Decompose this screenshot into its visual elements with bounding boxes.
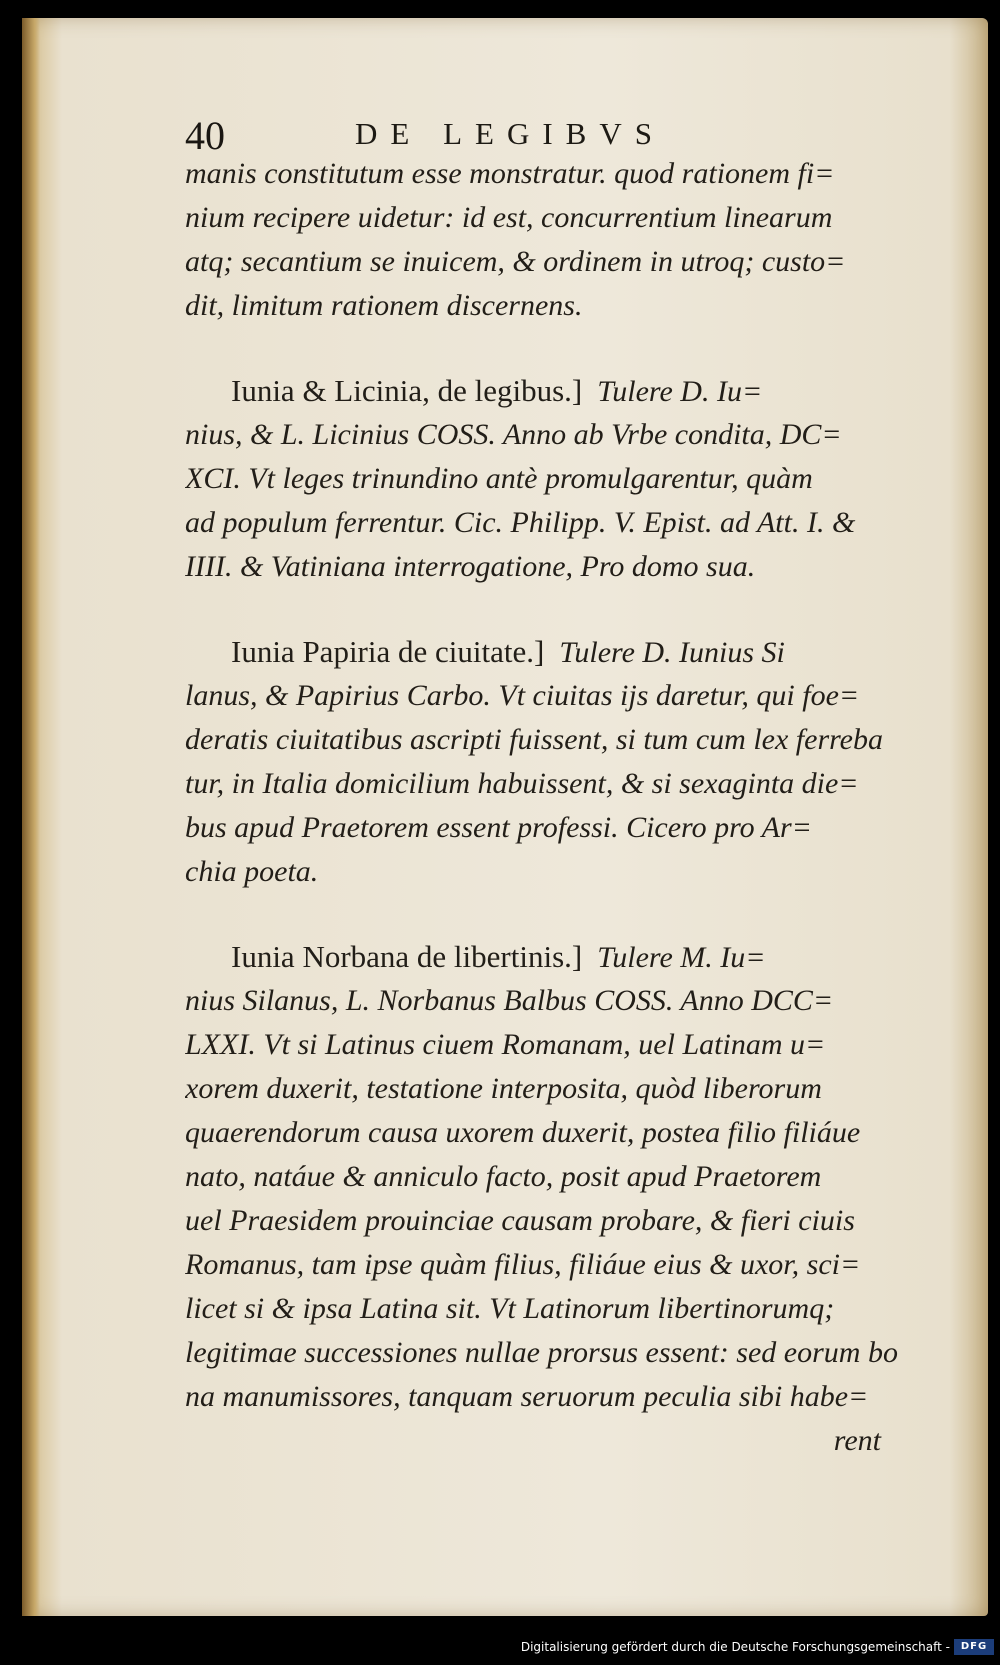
- entry-first-line-text: Tulere D. Iunius Si: [559, 636, 785, 669]
- entry-heading: Iunia & Licinia, de legibus.]: [231, 373, 583, 408]
- text-line: quaerendorum causa uxorem duxerit, postea filio filiáue: [185, 1116, 861, 1149]
- text-block: [185, 152, 915, 1463]
- catchword: rent: [833, 1424, 881, 1457]
- entry-first-line-text: Tulere M. Iu=: [597, 941, 766, 974]
- text-line: XCI. Vt leges trinundino antè promulgarentur, quàm: [185, 462, 813, 495]
- text-line: Romanus, tam ipse quàm filius, filiáue eius & uxor, sci=: [185, 1248, 861, 1281]
- paragraph-gap: [185, 894, 915, 935]
- entry-heading: Iunia Papiria de ciuitate.]: [231, 634, 545, 669]
- text-line: nius, & L. Licinius COSS. Anno ab Vrbe condita, DC=: [185, 418, 842, 451]
- entry-first-line: [185, 369, 915, 413]
- page-header: [185, 112, 725, 158]
- text-line: na manumissores, tanquam seruorum peculia sibi habe=: [185, 1380, 869, 1413]
- text-line: chia poeta.: [185, 855, 319, 888]
- text-line: LXXI. Vt si Latinus ciuem Romanam, uel Latinam u=: [185, 1028, 826, 1061]
- text-line: deratis ciuitatibus ascripti fuissent, si tum cum lex ferreba: [185, 723, 883, 756]
- digitization-credit: Digitalisierung gefördert durch die Deutsche Forschungsgemeinschaft -: [520, 1640, 950, 1654]
- paragraph-gap: [185, 328, 915, 369]
- text-line: legitimae successiones nullae prorsus essent: sed eorum bo: [185, 1336, 898, 1369]
- text-line: dit, limitum rationem discernens.: [185, 289, 583, 322]
- paragraph-gap: [185, 589, 915, 630]
- text-line: atq; secantium se inuicem, & ordinem in utroq; custo=: [185, 245, 846, 278]
- text-line: manis constitutum esse monstratur. quod rationem fi=: [185, 157, 835, 190]
- page-gutter: [22, 18, 40, 1616]
- text-line: uel Praesidem prouinciae causam probare, & fieri ciuis: [185, 1204, 855, 1237]
- entry-first-line: [185, 630, 915, 674]
- running-title: DE LEGIBVS: [355, 116, 665, 151]
- text-line: nius Silanus, L. Norbanus Balbus COSS. Anno DCC=: [185, 984, 834, 1017]
- page-number: 40: [185, 113, 225, 158]
- text-line: nato, natáue & anniculo facto, posit apud Praetorem: [185, 1160, 822, 1193]
- text-line: ad populum ferrentur. Cic. Philipp. V. Epist. ad Att. I. &: [185, 506, 856, 539]
- text-line: xorem duxerit, testatione interposita, quòd liberorum: [185, 1072, 822, 1105]
- entry-heading: Iunia Norbana de libertinis.]: [231, 939, 583, 974]
- dfg-logo: DFG: [954, 1639, 994, 1655]
- text-line: nium recipere uidetur: id est, concurrentium linearum: [185, 201, 833, 234]
- footer-bar: [0, 1616, 1000, 1665]
- text-line: tur, in Italia domicilium habuissent, & si sexaginta die=: [185, 767, 859, 800]
- entry-first-line-text: Tulere D. Iu=: [597, 375, 763, 408]
- entry-first-line: [185, 935, 915, 979]
- text-line: IIII. & Vatiniana interrogatione, Pro domo sua.: [185, 550, 756, 583]
- text-line: bus apud Praetorem essent professi. Cicero pro Ar=: [185, 811, 812, 844]
- text-line: licet si & ipsa Latina sit. Vt Latinorum libertinorumq;: [185, 1292, 835, 1325]
- text-line: lanus, & Papirius Carbo. Vt ciuitas ijs daretur, qui foe=: [185, 679, 860, 712]
